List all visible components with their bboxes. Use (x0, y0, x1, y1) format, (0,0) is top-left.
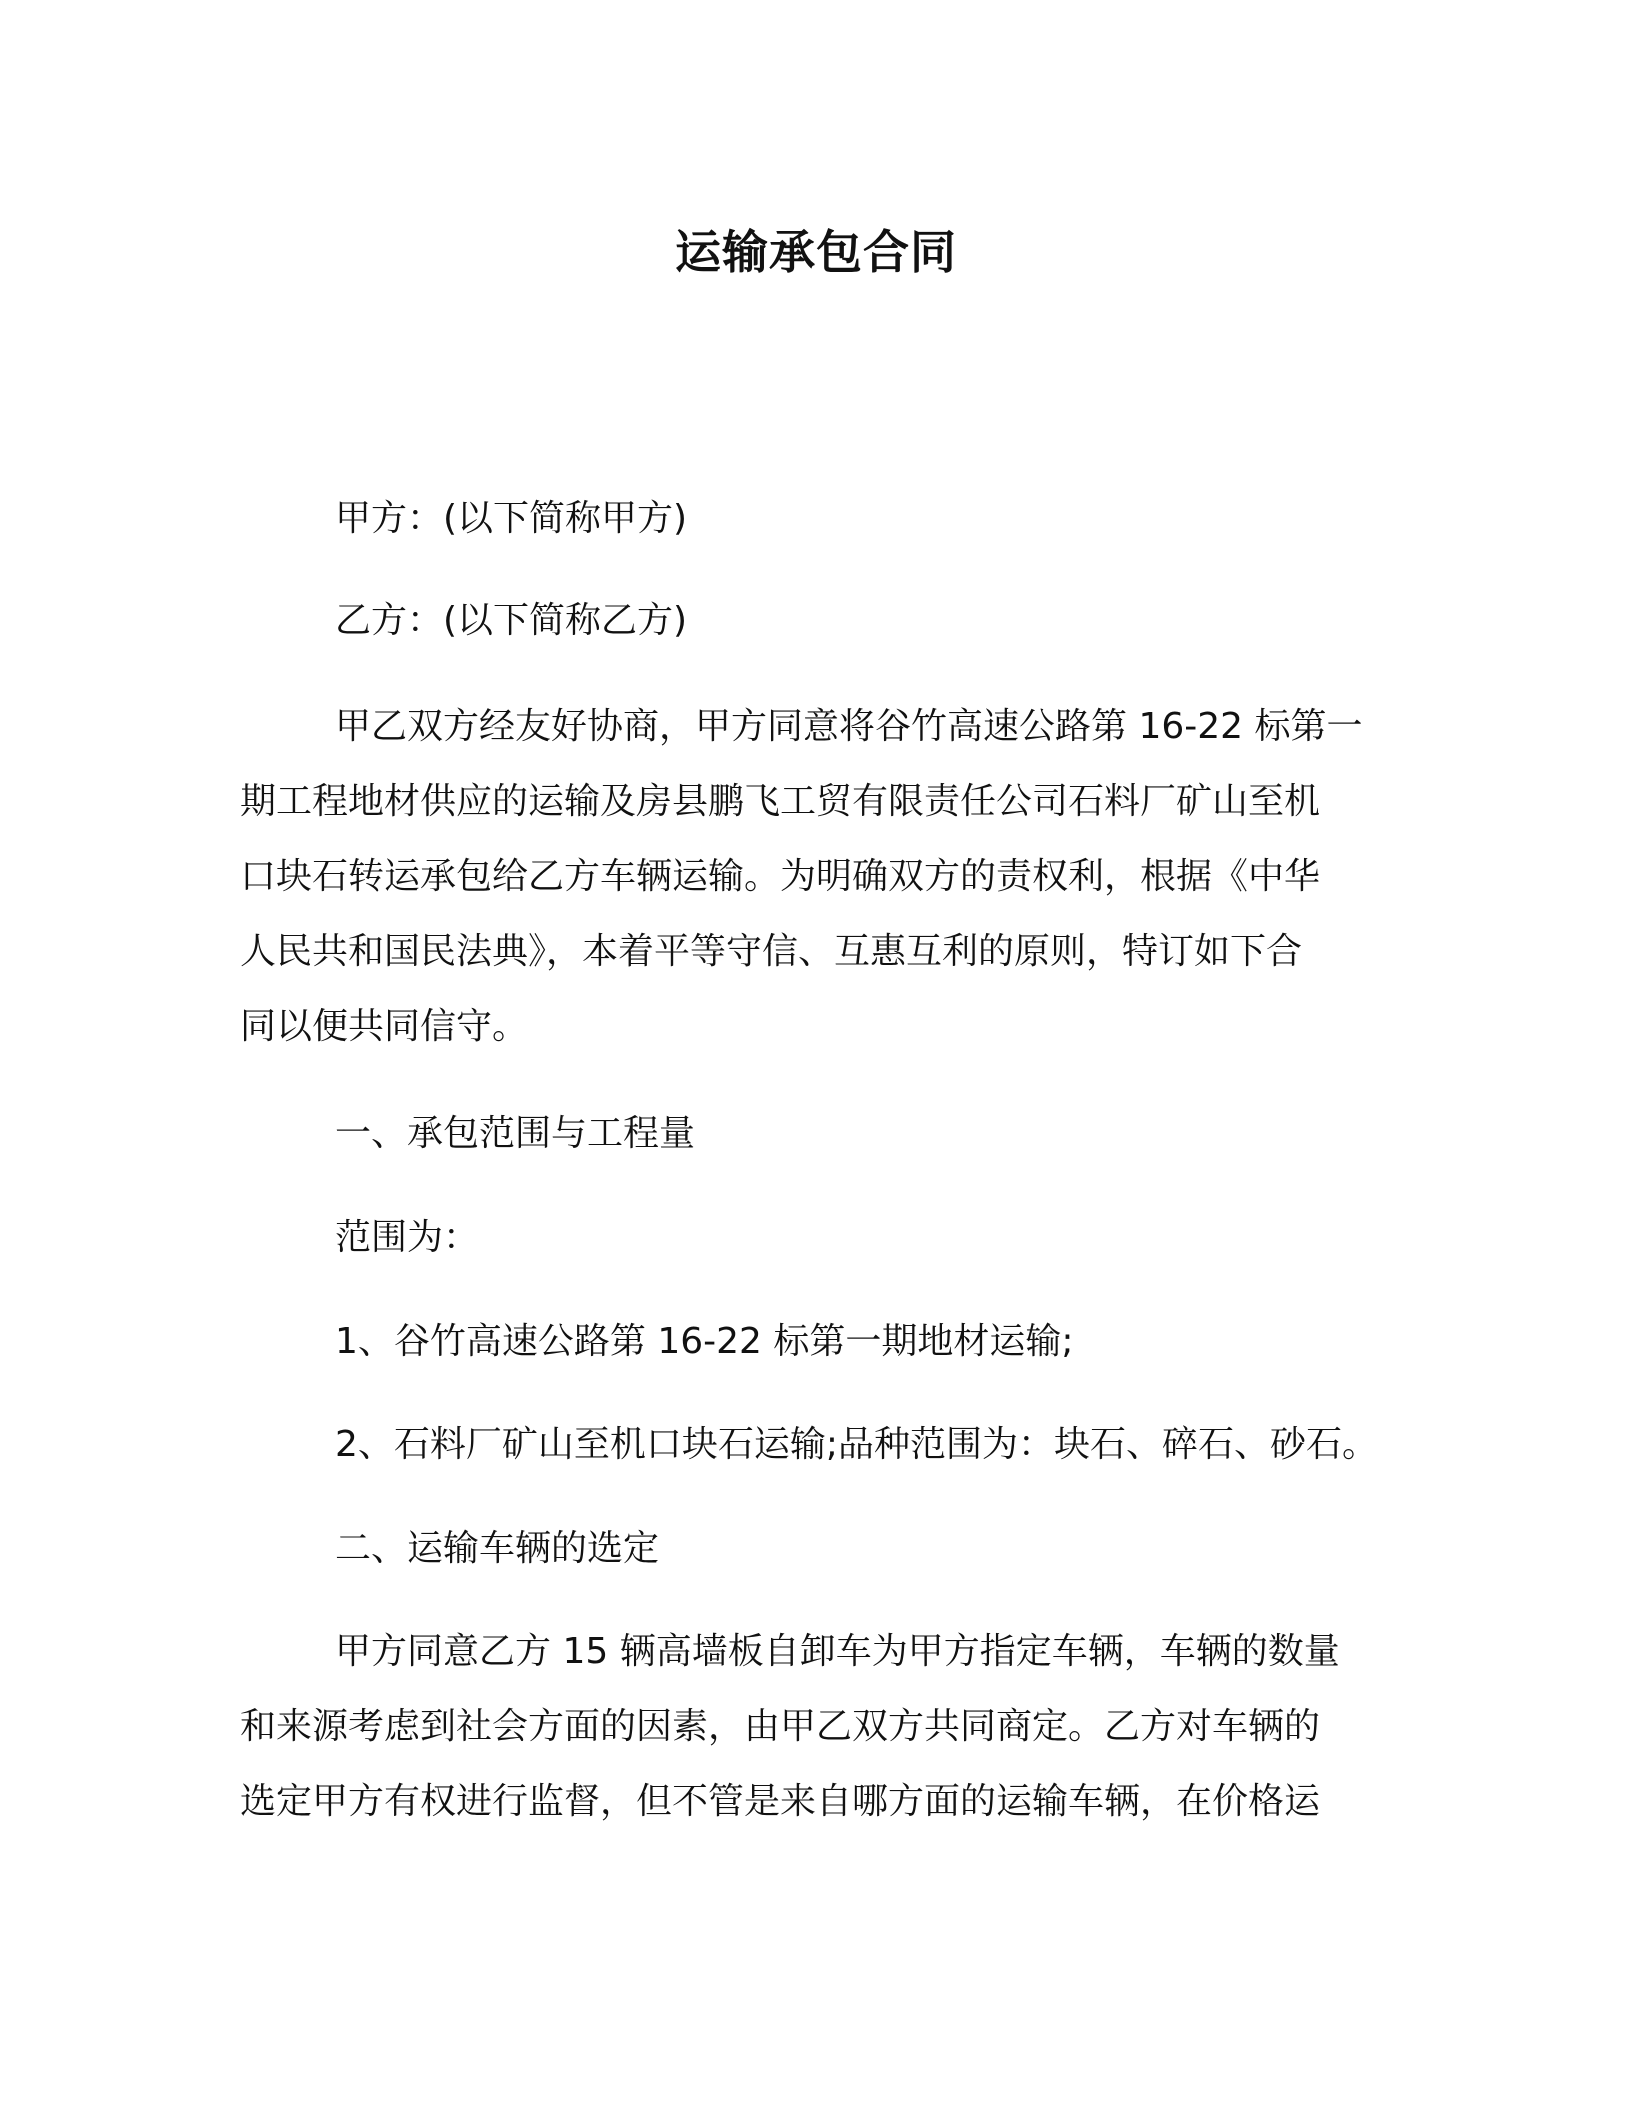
section-2-heading: 二、运输车辆的选定 (335, 1528, 660, 1569)
vehicle-line-2: 和来源考虑到社会方面的因素，由甲乙双方共同商定。乙方对车辆的 (240, 1706, 1321, 1747)
intro-line-1: 甲乙双方经友好协商，甲方同意将谷竹高速公路第 16-22 标第一 (335, 706, 1363, 747)
scope-item-2: 2、石料厂矿山至机口块石运输;品种范围为：块石、碎石、砂石。 (335, 1424, 1379, 1465)
scope-item-1: 1、谷竹高速公路第 16-22 标第一期地材运输; (335, 1321, 1074, 1362)
document-title: 运输承包合同 (675, 225, 957, 279)
intro-line-3: 口块石转运承包给乙方车辆运输。为明确双方的责权利，根据《中华 (240, 856, 1321, 897)
party-b-line: 乙方：(以下简称乙方) (335, 600, 688, 641)
intro-line-5: 同以便共同信守。 (240, 1006, 529, 1047)
party-a-line: 甲方：(以下简称甲方) (335, 498, 688, 539)
scope-label: 范围为： (335, 1217, 480, 1258)
vehicle-line-1: 甲方同意乙方 15 辆高墙板自卸车为甲方指定车辆，车辆的数量 (335, 1631, 1340, 1672)
vehicle-line-3: 选定甲方有权进行监督，但不管是来自哪方面的运输车辆，在价格运 (240, 1781, 1321, 1822)
intro-line-2: 期工程地材供应的运输及房县鹏飞工贸有限责任公司石料厂矿山至机 (240, 781, 1321, 822)
section-1-heading: 一、承包范围与工程量 (335, 1113, 696, 1154)
intro-line-4: 人民共和国民法典》，本着平等守信、互惠互利的原则，特订如下合 (240, 931, 1303, 972)
